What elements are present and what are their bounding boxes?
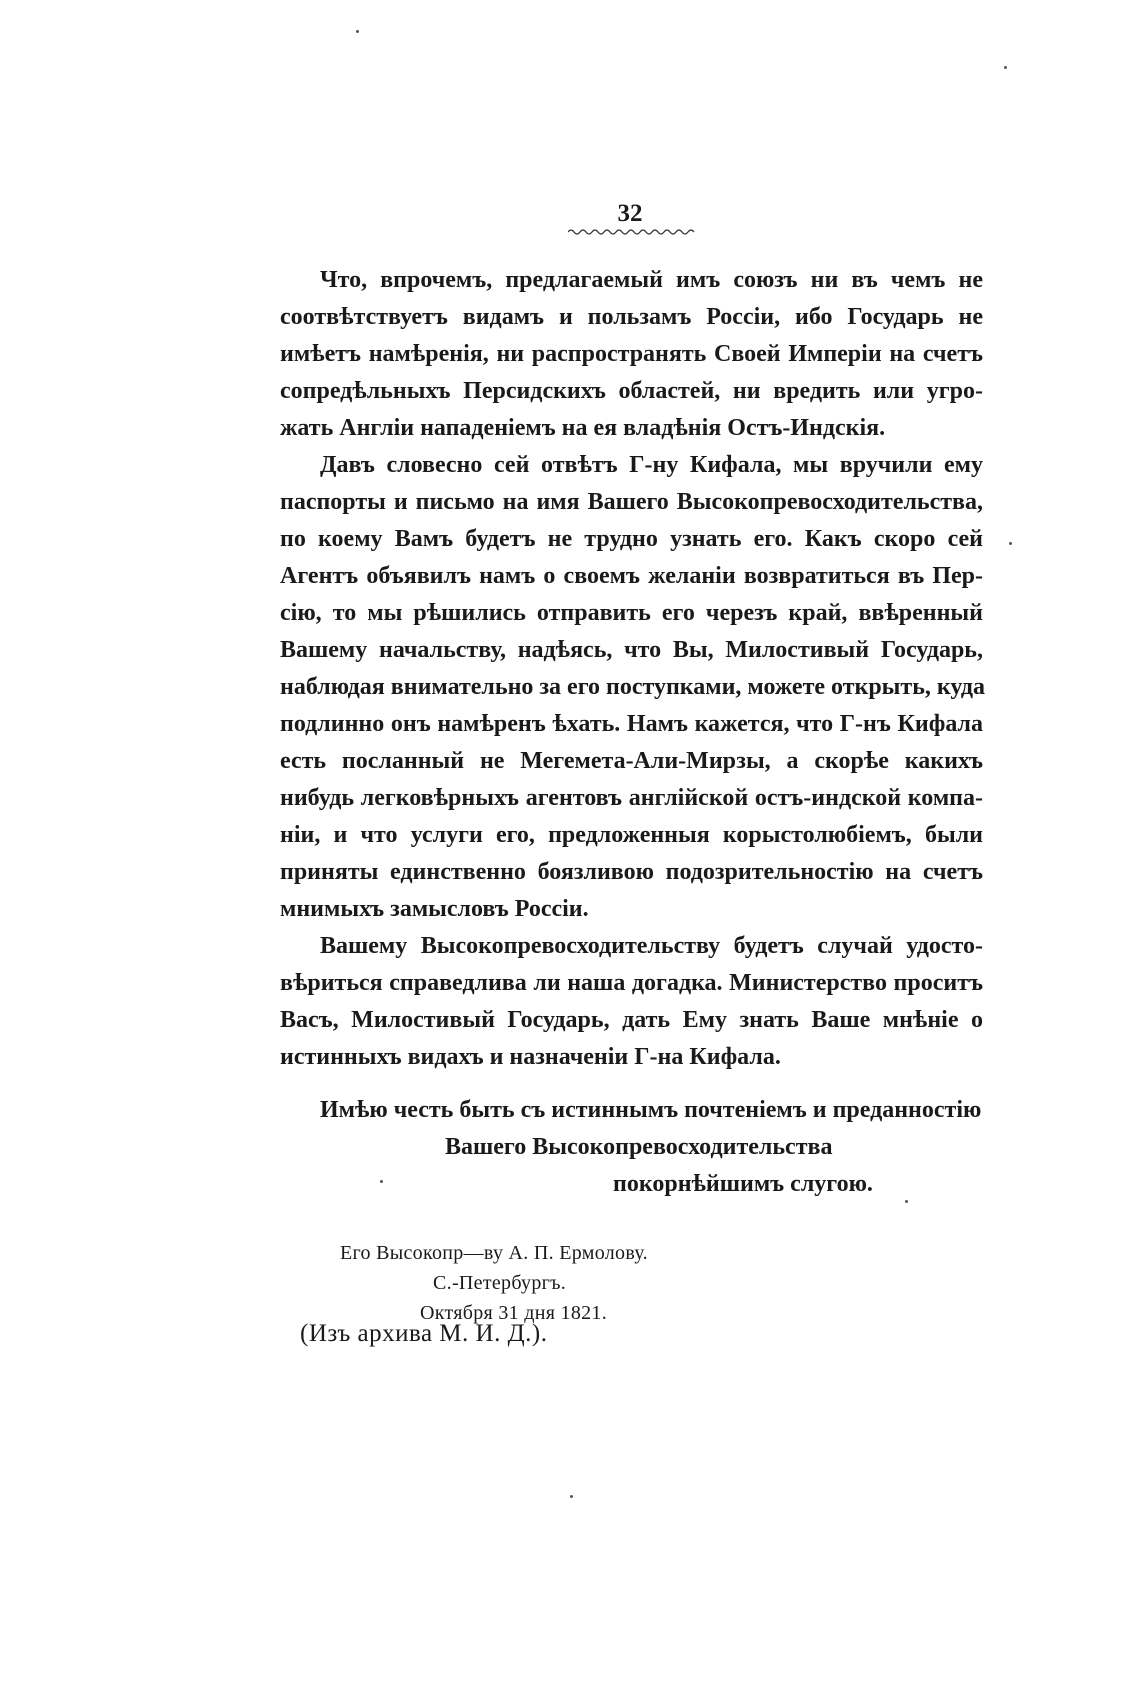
text-line: имѣетъ намѣренія, ни распространять Своей Имперіи на счетъ xyxy=(280,341,983,367)
text-line: истинныхъ видахъ и назначеніи Г-на Кифала. xyxy=(280,1044,781,1070)
text-line: по коему Вамъ будетъ не трудно узнать его. Какъ скоро сей xyxy=(280,526,983,552)
page-number: 32 xyxy=(617,200,643,227)
text-line: Давъ словесно сей отвѣтъ Г-ну Кифала, мы вручили ему xyxy=(320,452,983,478)
text-line: Вашему Высокопревосходительству будетъ случай удосто- xyxy=(320,933,983,959)
text-line: паспорты и письмо на имя Вашего Высокопревосходительства, xyxy=(280,489,983,515)
text-line: подлинно онъ намѣренъ ѣхать. Намъ кажется, что Г-нъ Кифала xyxy=(280,711,983,737)
scan-speck xyxy=(1004,66,1007,69)
text-line: есть посланный не Мегемета-Али-Мирзы, а скорѣе какихъ xyxy=(280,748,983,774)
address-recipient: Его Высокопр—ву А. П. Ермолову. xyxy=(340,1242,648,1264)
text-line: Васъ, Милостивый Государь, дать Ему знать Ваше мнѣніе о xyxy=(280,1007,983,1033)
text-line: мнимыхъ замысловъ Россіи. xyxy=(280,896,589,922)
scan-speck xyxy=(570,1495,573,1498)
text-line: Вашему начальству, надѣясь, что Вы, Милостивый Государь, xyxy=(280,637,983,663)
scan-speck xyxy=(356,30,359,33)
text-line: сопредѣльныхъ Персидскихъ областей, ни вредить или угро- xyxy=(280,378,983,404)
closing-line: Вашего Высокопревосходительства xyxy=(445,1134,833,1160)
text-line: Что, впрочемъ, предлагаемый имъ союзъ ни въ чемъ не xyxy=(320,267,983,293)
text-line: Агентъ объявилъ намъ о своемъ желаніи возвратиться въ Пер- xyxy=(280,563,983,589)
text-line: соотвѣтствуетъ видамъ и пользамъ Россіи, ибо Государь не xyxy=(280,304,983,330)
text-line: жать Англіи нападеніемъ на ея владѣнія Остъ-Индскія. xyxy=(280,415,886,441)
closing-signature: покорнѣйшимъ слугою. xyxy=(613,1171,873,1197)
text-line: сію, то мы рѣшились отправить его черезъ край, ввѣренный xyxy=(280,600,983,626)
letter-address xyxy=(340,1238,648,1328)
address-date: Октября 31 дня 1821. xyxy=(420,1302,608,1324)
scan-speck xyxy=(1009,542,1012,545)
scan-speck xyxy=(380,1180,383,1183)
text-line: наблюдая внимательно за его поступками, можете открыть, куда xyxy=(280,674,986,700)
scan-speck xyxy=(905,1200,908,1203)
page-number-ornament xyxy=(568,226,696,236)
text-line: приняты единственно боязливою подозрительностію на счетъ xyxy=(280,859,983,885)
text-line: вѣриться справедлива ли наша догадка. Министерство проситъ xyxy=(280,970,983,996)
letter-body xyxy=(280,262,986,1076)
closing-line: Имѣю честь быть съ истиннымъ почтеніемъ и преданностію xyxy=(320,1097,982,1123)
archive-source: (Изъ архива М. И. Д.). xyxy=(300,1320,548,1347)
address-place: С.-Петербургъ. xyxy=(433,1272,567,1294)
letter-closing xyxy=(280,1092,983,1203)
text-line: ніи, и что услуги его, предложенныя корыстолюбіемъ, были xyxy=(280,822,983,848)
text-line: нибудь легковѣрныхъ агентовъ англійской остъ-индской компа- xyxy=(280,785,983,811)
